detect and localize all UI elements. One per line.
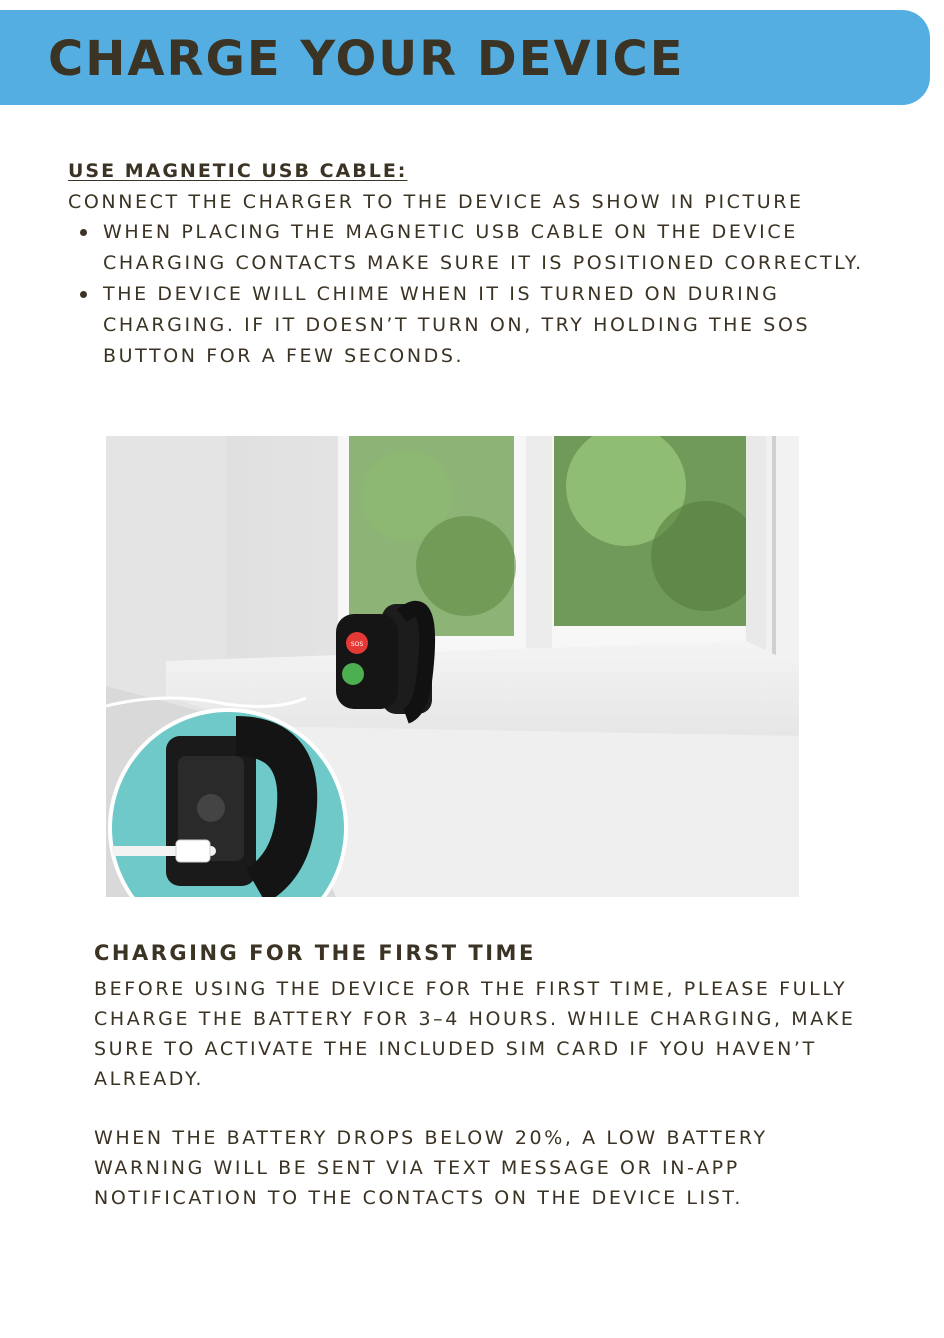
list-item-text: WHEN PLACING THE MAGNETIC USB CABLE ON THE DEVICE CHARGING CONTACTS MAKE SURE IT IS POSITIONED CORRECTLY. [103,221,864,274]
charging-device-photo [106,436,799,897]
low-battery-paragraph: WHEN THE BATTERY DROPS BELOW 20%, A LOW BATTERY WARNING WILL BE SENT VIA TEXT MESSAGE OR IN-APP NOTIFICATION TO THE CONTACTS ON THE DEVICE LIST. [94,1127,768,1209]
instruction-list [68,217,868,372]
list-item [68,279,868,372]
sos-label: SOS [350,641,364,648]
list-item [68,217,868,279]
magnetic-usb-section [68,157,868,372]
first-time-section [94,938,874,1213]
bullet-icon [80,229,87,236]
page-title: CHARGE YOUR DEVICE [48,31,685,87]
first-time-paragraph: BEFORE USING THE DEVICE FOR THE FIRST TIME, PLEASE FULLY CHARGE THE BATTERY FOR 3–4 HOURS. WHILE CHARGING, MAKE SURE TO ACTIVATE THE INCLUDED SIM CARD IF YOU HAVEN’T ALREADY. [94,978,856,1090]
bullet-icon [80,291,87,298]
magnetic-usb-heading: USE MAGNETIC USB CABLE: [68,160,408,182]
magnetic-usb-intro: CONNECT THE CHARGER TO THE DEVICE AS SHOW IN PICTURE [68,191,804,213]
first-time-heading: CHARGING FOR THE FIRST TIME [94,941,536,965]
list-item-text: THE DEVICE WILL CHIME WHEN IT IS TURNED ON DURING CHARGING. IF IT DOESN’T TURN ON, TRY HOLDING THE SOS BUTTON FOR A FEW SECONDS. [103,283,811,367]
